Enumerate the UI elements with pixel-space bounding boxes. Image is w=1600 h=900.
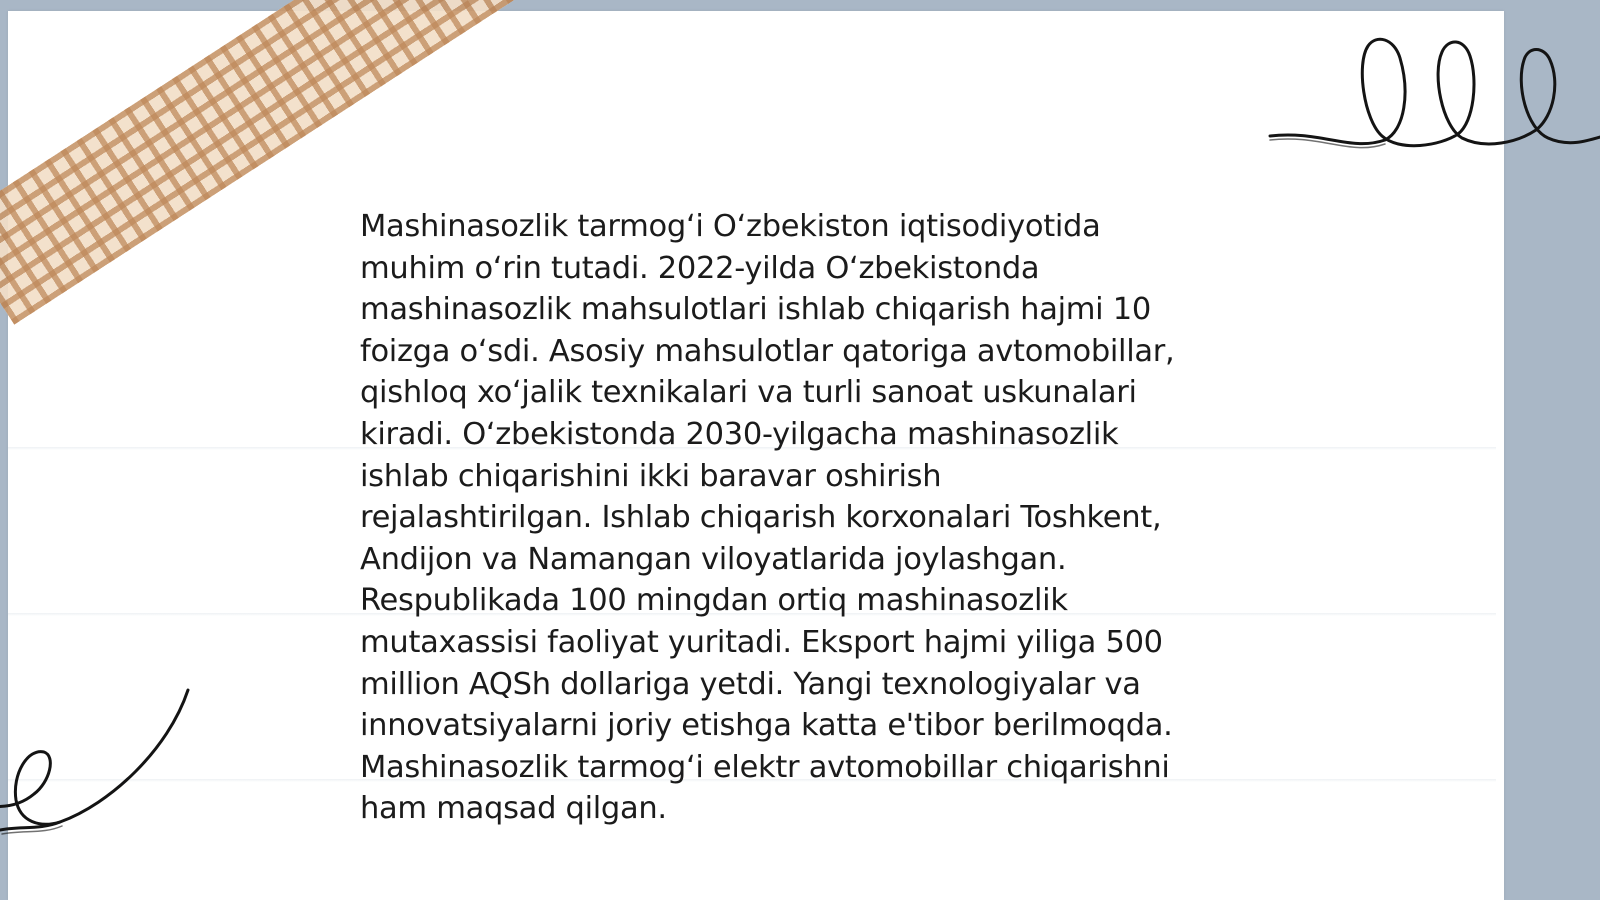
- text-line: foizga o‘sdi. Asosiy mahsulotlar qatoriga avtomobillar,: [360, 333, 1175, 369]
- text-line: million AQSh dollariga yetdi. Yangi texnologiyalar va: [360, 666, 1141, 702]
- cursive-loop-doodle-icon: [1290, 30, 1600, 160]
- text-line: muhim o‘rin tutadi. 2022-yilda O‘zbekistonda: [360, 250, 1040, 286]
- text-line: Respublikada 100 mingdan ortiq mashinasozlik: [360, 583, 1068, 619]
- text-line: kiradi. O‘zbekistonda 2030-yilgacha mashinasozlik: [360, 416, 1119, 452]
- text-line: Mashinasozlik tarmog‘i elektr avtomobillar chiqarishni: [360, 749, 1170, 785]
- text-line: mashinasozlik mahsulotlari ishlab chiqarish hajmi 10: [360, 292, 1151, 328]
- text-line: innovatsiyalarni joriy etishga katta e'tibor berilmoqda.: [360, 708, 1173, 744]
- text-line: qishloq xo‘jalik texnikalari va turli sanoat uskunalari: [360, 375, 1137, 411]
- text-line: Mashinasozlik tarmog‘i O‘zbekiston iqtisodiyotida: [360, 209, 1101, 244]
- text-line: mutaxassisi faoliyat yuritadi. Eksport hajmi yiliga 500: [360, 624, 1163, 660]
- text-line: ham maqsad qilgan.: [360, 791, 667, 827]
- text-line: rejalashtirilgan. Ishlab chiqarish korxonalari Toshkent,: [360, 500, 1162, 536]
- text-line: Andijon va Namangan viloyatlarida joylashgan.: [360, 541, 1067, 577]
- cursive-swoosh-doodle-icon: [0, 690, 200, 850]
- text-line: ishlab chiqarishini ikki baravar oshirish: [360, 458, 942, 494]
- body-paragraph: [360, 206, 1260, 830]
